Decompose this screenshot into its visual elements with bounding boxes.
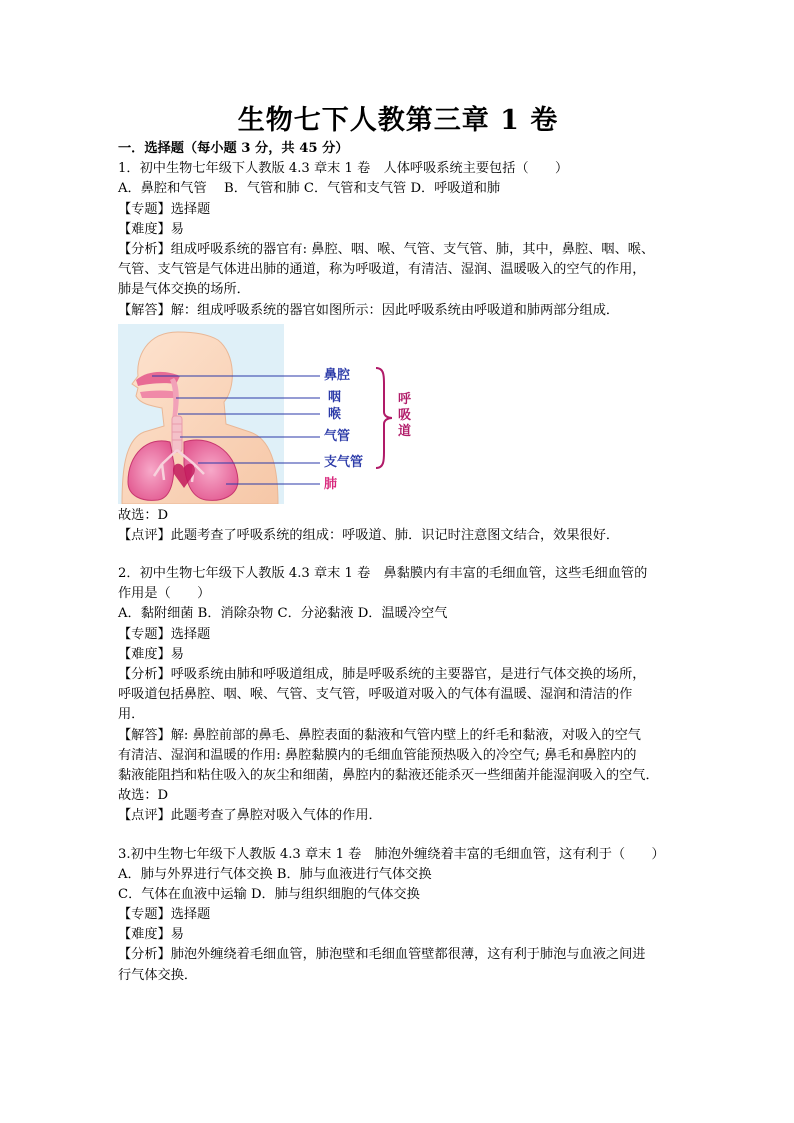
q2-answer-line: 黏液能阻挡和粘住吸入的灰尘和细菌，鼻腔内的黏液还能杀灭一些细菌并能湿润吸入的空气． xyxy=(118,767,659,783)
label-bronchus: 支气管 xyxy=(324,454,364,470)
q2-analysis-line: 呼吸道包括鼻腔、咽、喉、气管、支气管，呼吸道对吸入的气体有温暖、湿润和清洁的作 xyxy=(118,687,633,703)
q2-stem-line: 作用是（ ） xyxy=(118,586,211,602)
q3-options-line: A．肺与外界进行气体交换 B．肺与血液进行气体交换 xyxy=(118,866,432,882)
q2-options: A．黏附细菌 B．消除杂物 C．分泌黏液 D．温暖冷空气 xyxy=(118,606,448,622)
q3-topic: 【专题】选择题 xyxy=(118,907,211,923)
q2-analysis-line: 用． xyxy=(118,707,145,723)
section-heading: 一．选择题（每小题 3 分，共 45 分） xyxy=(118,141,349,156)
q1-answer: 【解答】解：组成呼吸系统的器官如图所示：因此呼吸系统由呼吸道和肺两部分组成． xyxy=(118,302,620,318)
q2-comment: 【点评】此题考查了鼻腔对吸入气体的作用． xyxy=(118,808,382,824)
label-respiratory-tract: 呼吸道 xyxy=(398,391,412,439)
q1-analysis-line: 【分析】组成呼吸系统的器官有: 鼻腔、咽、喉、气管、支气管、肺，其中，鼻腔、咽、喉、 xyxy=(118,241,655,257)
label-pharynx: 咽 xyxy=(328,389,342,405)
q2-answer-line: 有清洁、湿润和温暖的作用: 鼻腔黏膜内的毛细血管能预热吸入的冷空气; 鼻毛和鼻腔内的 xyxy=(118,747,637,763)
label-larynx: 喉 xyxy=(328,406,342,422)
label-trachea: 气管 xyxy=(324,428,351,444)
page-title: 生物七下人教第三章 1 卷 xyxy=(237,105,559,136)
respiratory-illustration xyxy=(118,324,418,504)
respiratory-system-figure xyxy=(118,324,418,504)
q2-stem-line: 2．初中生物七年级下人教版 4.3 章末 1 卷 鼻黏膜内有丰富的毛细血管，这些毛细血管的 xyxy=(118,566,648,582)
q3-stem: 3.初中生物七年级下人教版 4.3 章末 1 卷 肺泡外缠绕着丰富的毛细血管，这有利于（ ） xyxy=(118,846,665,862)
q1-analysis-line: 气管、支气管是气体进出肺的通道，称为呼吸道，有清洁、湿润、温暖吸入的空气的作用， xyxy=(118,262,646,278)
q1-analysis-line: 肺是气体交换的场所． xyxy=(118,282,250,298)
q1-difficulty: 【难度】易 xyxy=(118,221,184,237)
q2-choice: 故选：D xyxy=(118,788,169,804)
q1-comment: 【点评】此题考查了呼吸系统的组成：呼吸道、肺．识记时注意图文结合，效果很好． xyxy=(118,527,620,543)
q3-analysis-line: 行气体交换． xyxy=(118,967,198,983)
label-nasal-cavity: 鼻腔 xyxy=(324,367,351,383)
q2-analysis-line: 【分析】呼吸系统由肺和呼吸道组成，肺是呼吸系统的主要器官，是进行气体交换的场所， xyxy=(118,667,646,682)
q3-difficulty: 【难度】易 xyxy=(118,927,184,943)
q2-answer-line: 【解答】解: 鼻腔前部的鼻毛、鼻腔表面的黏液和气管内壁上的纤毛和黏液，对吸入的空气 xyxy=(118,727,641,743)
q2-topic: 【专题】选择题 xyxy=(118,626,211,642)
q2-difficulty: 【难度】易 xyxy=(118,646,184,662)
q1-choice: 故选：D xyxy=(118,507,169,523)
document-body xyxy=(118,139,688,986)
q3-analysis-line: 【分析】肺泡外缠绕着毛细血管，肺泡壁和毛细血管壁都很薄，这有利于肺泡与血液之间进 xyxy=(118,947,646,963)
q3-options-line: C．气体在血液中运输 D．肺与组织细胞的气体交换 xyxy=(118,886,420,902)
q1-topic: 【专题】选择题 xyxy=(118,201,211,217)
label-lung: 肺 xyxy=(324,476,338,492)
q1-options: A．鼻腔和气管 B．气管和肺 C．气管和支气管 D．呼吸道和肺 xyxy=(118,181,501,197)
q1-stem: 1．初中生物七年级下人教版 4.3 章末 1 卷 人体呼吸系统主要包括（ ） xyxy=(118,161,569,177)
